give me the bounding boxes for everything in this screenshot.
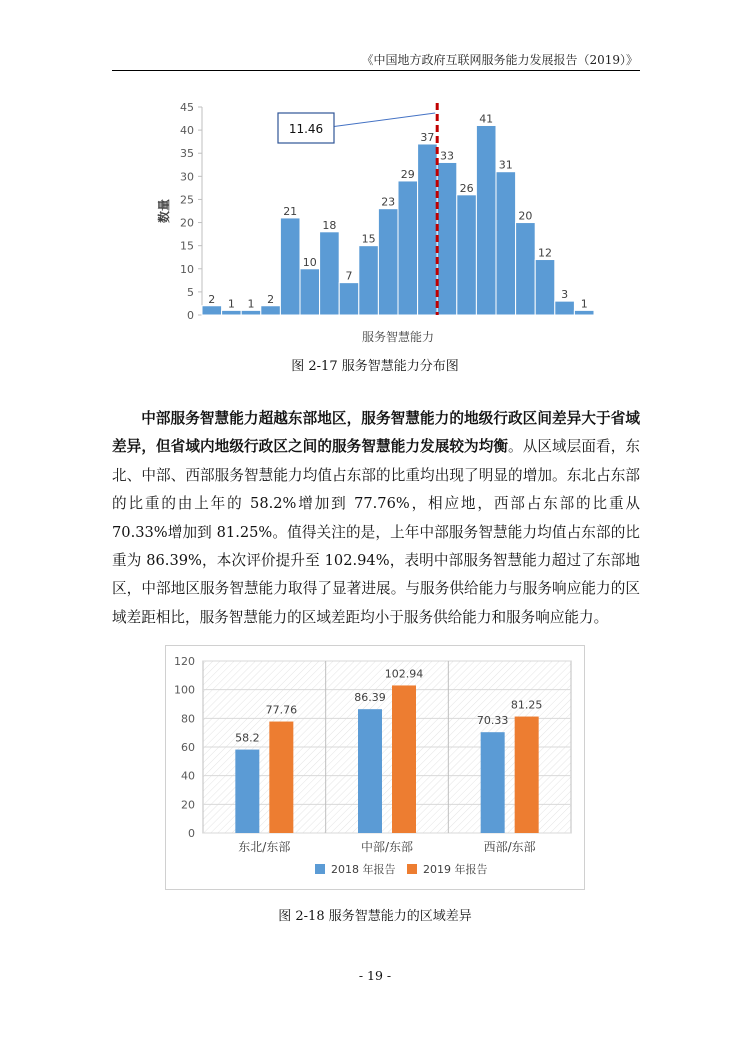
legend-label: 2018 年报告 <box>331 863 396 876</box>
bar-data-label: 23 <box>381 195 396 209</box>
histogram-bar <box>457 195 477 315</box>
y-tick-label: 25 <box>180 193 194 207</box>
figure-caption-2-18: 图 2-18 服务智慧能力的区域差异 <box>278 909 472 924</box>
histogram-bar <box>300 269 320 315</box>
histogram-bar <box>535 260 555 315</box>
bar-data-label: 102.94 <box>384 667 424 681</box>
histogram-bar <box>280 218 300 315</box>
histogram-bar <box>378 209 398 315</box>
bar-2018 <box>235 750 259 833</box>
legend-swatch <box>315 864 325 874</box>
y-tick-label: 20 <box>181 798 195 812</box>
bar-data-label: 41 <box>479 112 494 126</box>
y-tick-label: 15 <box>180 239 194 253</box>
bar-data-label: 58.2 <box>235 731 260 745</box>
y-tick-label: 45 <box>180 101 194 114</box>
bar-2019 <box>392 685 416 833</box>
bar-data-label: 18 <box>322 218 337 232</box>
y-tick-label: 0 <box>188 827 195 840</box>
histogram-bar <box>476 125 496 315</box>
y-tick-label: 30 <box>180 170 194 184</box>
y-tick-label: 100 <box>174 683 195 697</box>
bar-data-label: 81.25 <box>510 698 543 712</box>
bar-data-label: 26 <box>459 181 474 195</box>
bar-data-label: 86.39 <box>354 691 386 705</box>
histogram-bar <box>339 283 359 315</box>
histogram-bar <box>398 181 418 315</box>
bar-data-label: 77.76 <box>265 703 298 717</box>
running-header: 《中国地方政府互联网服务能力发展报告（2019）》 <box>361 53 638 67</box>
histogram-chart <box>150 95 610 345</box>
body-normal-text: 。从区域层面看，东北、中部、西部服务智慧能力均值占东部的比重均出现了明显的增加。东北占东部的比重的由上年的 58.2%增加到 77.76%，相应地，西部占东部的比重从 70.33%增加到 81.25%。值得关注的是，上年中部服务智慧能力均值占东部的比重为 86.39%，本次评价提升至 102.94%，表明中部服务智慧能力超过了东部地区，中部地区服务智慧能力取得了显著进展。与服务供给能力与服务响应能力的区域差距相比，服务智慧能力的区域差距均小于服务供给能力和服务响应能力。 <box>112 438 640 626</box>
histogram-bar <box>261 306 281 315</box>
bar-data-label: 2 <box>267 292 275 306</box>
bar-data-label: 70.33 <box>476 714 509 728</box>
bar-data-label: 3 <box>561 288 569 302</box>
y-tick-label: 10 <box>180 262 194 276</box>
bar-2018 <box>481 732 505 833</box>
body-paragraph <box>112 405 640 632</box>
x-category-label: 中部/东部 <box>360 840 414 854</box>
bar-2018 <box>358 709 382 833</box>
page-number: - 19 - <box>358 968 392 983</box>
bar-data-label: 12 <box>538 246 552 260</box>
bar-data-label: 33 <box>440 149 454 163</box>
histogram-bar <box>516 223 536 315</box>
bar-data-label: 31 <box>498 158 513 172</box>
histogram-bar <box>555 301 575 315</box>
header-rule <box>112 70 640 71</box>
histogram-bar <box>418 144 438 315</box>
bar-data-label: 1 <box>580 297 588 311</box>
histogram-bar <box>359 246 379 315</box>
callout-leader-line <box>334 113 435 127</box>
bar-data-label: 15 <box>361 232 376 246</box>
regional-bar-chart <box>165 645 585 890</box>
bar-2019 <box>269 722 293 833</box>
y-tick-label: 60 <box>181 741 195 754</box>
histogram-bar <box>574 310 594 315</box>
bar-data-label: 21 <box>283 204 298 218</box>
x-category-label: 东北/东部 <box>238 840 291 854</box>
y-axis-title: 数量 <box>157 198 171 224</box>
y-tick-label: 120 <box>174 655 195 668</box>
y-tick-label: 0 <box>187 309 194 322</box>
bar-data-label: 1 <box>227 297 235 311</box>
figure-caption-2-17: 图 2-17 服务智慧能力分布图 <box>291 359 459 374</box>
y-tick-label: 40 <box>180 124 194 138</box>
histogram-bar <box>320 232 340 315</box>
histogram-bar <box>241 310 261 315</box>
histogram-bar <box>496 172 516 315</box>
y-tick-label: 80 <box>181 712 195 726</box>
legend-label: 2019 年报告 <box>423 863 488 876</box>
y-tick-label: 35 <box>180 147 194 161</box>
legend-swatch <box>407 864 417 874</box>
x-category-label: 西部/东部 <box>483 840 536 854</box>
bar-data-label: 7 <box>345 269 353 283</box>
mean-value-label: 11.46 <box>288 122 324 136</box>
histogram-bar <box>202 306 222 315</box>
bar-data-label: 29 <box>400 167 415 181</box>
bar-data-label: 1 <box>247 297 255 311</box>
bar-data-label: 2 <box>208 292 216 306</box>
y-tick-label: 40 <box>181 769 195 783</box>
bar-2019 <box>515 717 539 833</box>
bar-data-label: 10 <box>302 255 317 269</box>
x-axis-title: 服务智慧能力 <box>361 330 435 344</box>
body-bold-text: 中部服务智慧能力超越东部地区，服务智慧能力的地级行政区间差异大于省域差异，但省域内地级行政区之间的服务智慧能力发展较为均衡 <box>112 410 640 456</box>
y-tick-label: 5 <box>187 285 194 299</box>
y-tick-label: 20 <box>180 216 194 230</box>
bar-data-label: 20 <box>518 209 533 223</box>
histogram-bar <box>222 310 242 315</box>
histogram-bar <box>437 162 457 315</box>
bar-data-label: 37 <box>420 130 435 144</box>
